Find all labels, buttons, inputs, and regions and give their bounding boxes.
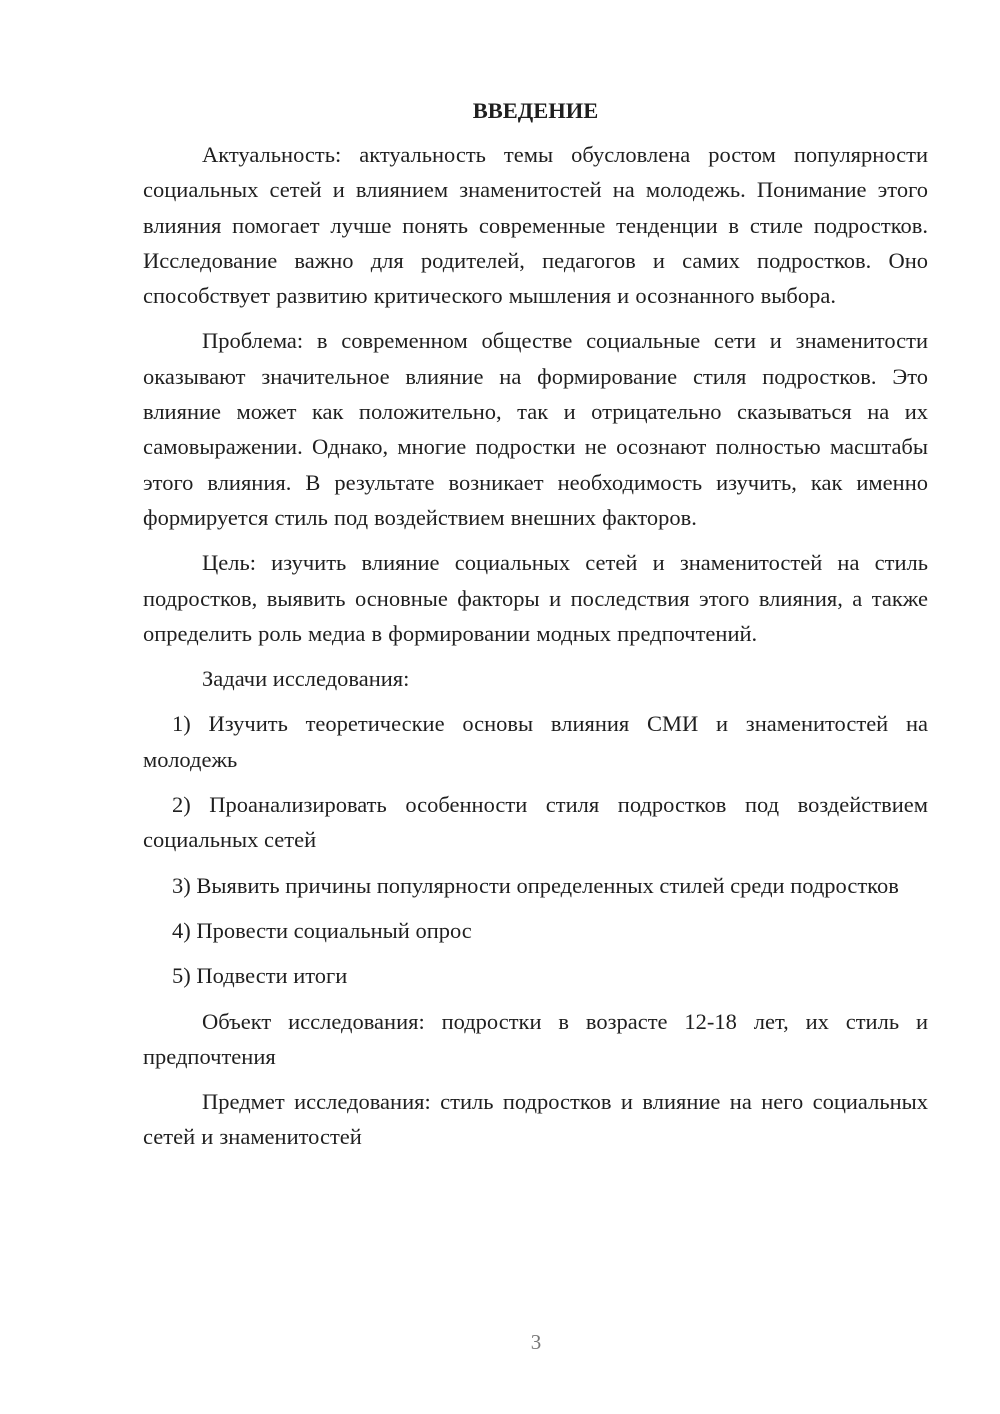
goal-paragraph: Цель: изучить влияние социальных сетей и знаменитостей на стиль подростков, выявить основные факторы и последствия этого влияния, а также определить роль медиа в формировании модных предпочтений. (143, 550, 928, 646)
task-item: 1) Изучить теоретические основы влияния СМИ и знаменитостей на молодежь (143, 711, 928, 772)
page-title: ВВЕДЕНИЕ (472, 98, 599, 123)
task-item: 2) Проанализировать особенности стиля подростков под воздействием социальных сетей (143, 792, 928, 853)
tasks-heading: Задачи исследования: (202, 666, 410, 692)
document-body (143, 91, 928, 1165)
task-item: 5) Подвести итоги (172, 963, 348, 989)
relevance-paragraph: Актуальность: актуальность темы обусловлена ростом популярности социальных сетей и влиянием знаменитостей на молодежь. Понимание этого влияния помогает лучше понять современные тенденции в стиле подростков. Исследование важно для родителей, педагогов и самих подростков. Оно способствует развитию критического мышления и осознанного выбора. (143, 142, 928, 309)
page-number: 3 (530, 1330, 542, 1354)
problem-paragraph: Проблема: в современном обществе социальные сети и знаменитости оказывают значительное влияние на формирование стиля подростков. Это влияние может как положительно, так и отрицательно сказываться на их самовыражении. Однако, многие подростки не осознают полностью масштабы этого влияния. В результате возникает необходимость изучить, как именно формируется стиль под воздействием внешних факторов. (143, 328, 928, 530)
object-paragraph: Объект исследования: подростки в возрасте 12-18 лет, их стиль и предпочтения (143, 1008, 928, 1069)
subject-paragraph: Предмет исследования: стиль подростков и влияние на него социальных сетей и знаменитостей (143, 1089, 928, 1150)
task-item: 3) Выявить причины популярности определенных стилей среди подростков (172, 872, 899, 898)
task-item: 4) Провести социальный опрос (172, 917, 472, 943)
